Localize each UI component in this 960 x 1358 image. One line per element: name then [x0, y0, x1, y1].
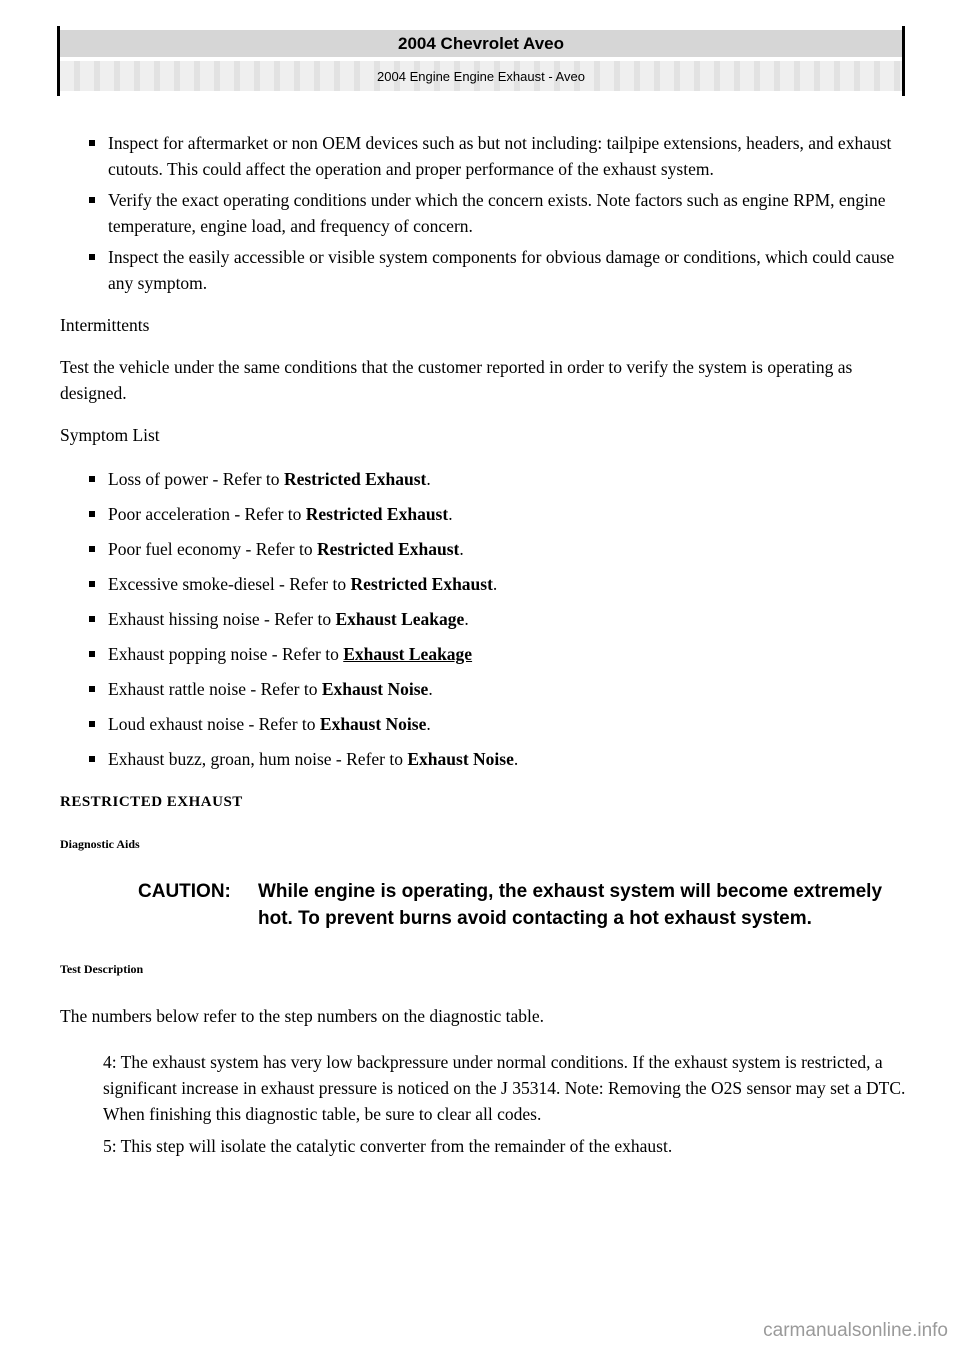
- test-description-heading: Test Description: [60, 962, 144, 976]
- restricted-exhaust-heading: RESTRICTED EXHAUST: [60, 794, 243, 810]
- symptom-list: [60, 466, 910, 772]
- diagnostic-aids-heading: Diagnostic Aids: [60, 837, 140, 851]
- document-subtitle: 2004 Engine Engine Exhaust - Aveo: [60, 61, 902, 91]
- reference-link[interactable]: Restricted Exhaust: [316, 539, 460, 559]
- caution-label: CAUTION:: [138, 881, 231, 902]
- test-description-intro: The numbers below refer to the step numbers on the diagnostic table.: [60, 1006, 545, 1026]
- document-body: [60, 130, 910, 1159]
- list-item: Excessive smoke-diesel - Refer to Restricted Exhaust.: [60, 571, 910, 597]
- list-item: Inspect for aftermarket or non OEM devices such as but not including: tailpipe extensions, headers, and exhaust cutouts. This could affect the operation and proper performance of the exhaust system.: [60, 130, 910, 182]
- caution-box: [138, 878, 910, 932]
- reference-link[interactable]: Restricted Exhaust: [283, 469, 427, 489]
- caution-text: While engine is operating, the exhaust system will become extremely hot. To prevent burns avoid contacting a hot exhaust system.: [258, 881, 883, 929]
- document-header: [57, 26, 905, 96]
- reference-link[interactable]: Restricted Exhaust: [305, 504, 449, 524]
- step-4-text: 4: The exhaust system has very low backpressure under normal conditions. If the exhaust system is restricted, a significant increase in exhaust pressure is noticed on the J 35314. Note: Removing the O2S sensor may set a DTC. When finishing this diagnostic table, be sure to clear all codes.: [103, 1052, 906, 1124]
- reference-link[interactable]: Exhaust Leakage: [343, 644, 473, 664]
- list-item: Verify the exact operating conditions under which the concern exists. Note factors such as engine RPM, engine temperature, engine load, and frequency of concern.: [60, 187, 910, 239]
- intermittents-heading: Intermittents: [60, 315, 150, 335]
- list-item: Exhaust rattle noise - Refer to Exhaust Noise.: [60, 676, 910, 702]
- list-item: Exhaust buzz, groan, hum noise - Refer to Exhaust Noise.: [60, 746, 910, 772]
- list-item: Loud exhaust noise - Refer to Exhaust Noise.: [60, 711, 910, 737]
- symptom-list-heading: Symptom List: [60, 425, 160, 445]
- reference-link[interactable]: Restricted Exhaust: [350, 574, 493, 594]
- list-item: Poor fuel economy - Refer to Restricted Exhaust.: [60, 536, 910, 562]
- list-item: Exhaust hissing noise - Refer to Exhaust Leakage.: [60, 606, 910, 632]
- reference-link[interactable]: Exhaust Noise: [321, 679, 429, 699]
- list-item: Inspect the easily accessible or visible system components for obvious damage or conditions, which could cause any symptom.: [60, 244, 910, 296]
- reference-link[interactable]: Exhaust Leakage: [335, 609, 465, 629]
- step-5-text: 5: This step will isolate the catalytic converter from the remainder of the exhaust.: [103, 1136, 673, 1156]
- list-item: Loss of power - Refer to Restricted Exhaust.: [60, 466, 910, 492]
- list-item: Exhaust popping noise - Refer to Exhaust Leakage: [60, 641, 910, 667]
- document-title: 2004 Chevrolet Aveo: [60, 30, 902, 57]
- footer-watermark: carmanualsonline.info: [763, 1320, 948, 1341]
- intro-bullet-list: [60, 130, 910, 296]
- step-list: [103, 1049, 910, 1159]
- reference-link[interactable]: Exhaust Noise: [319, 714, 427, 734]
- intermittents-text: Test the vehicle under the same conditions that the customer reported in order to verify the system is operating as designed.: [60, 357, 853, 403]
- list-item: Poor acceleration - Refer to Restricted Exhaust.: [60, 501, 910, 527]
- reference-link[interactable]: Exhaust Noise: [407, 749, 514, 769]
